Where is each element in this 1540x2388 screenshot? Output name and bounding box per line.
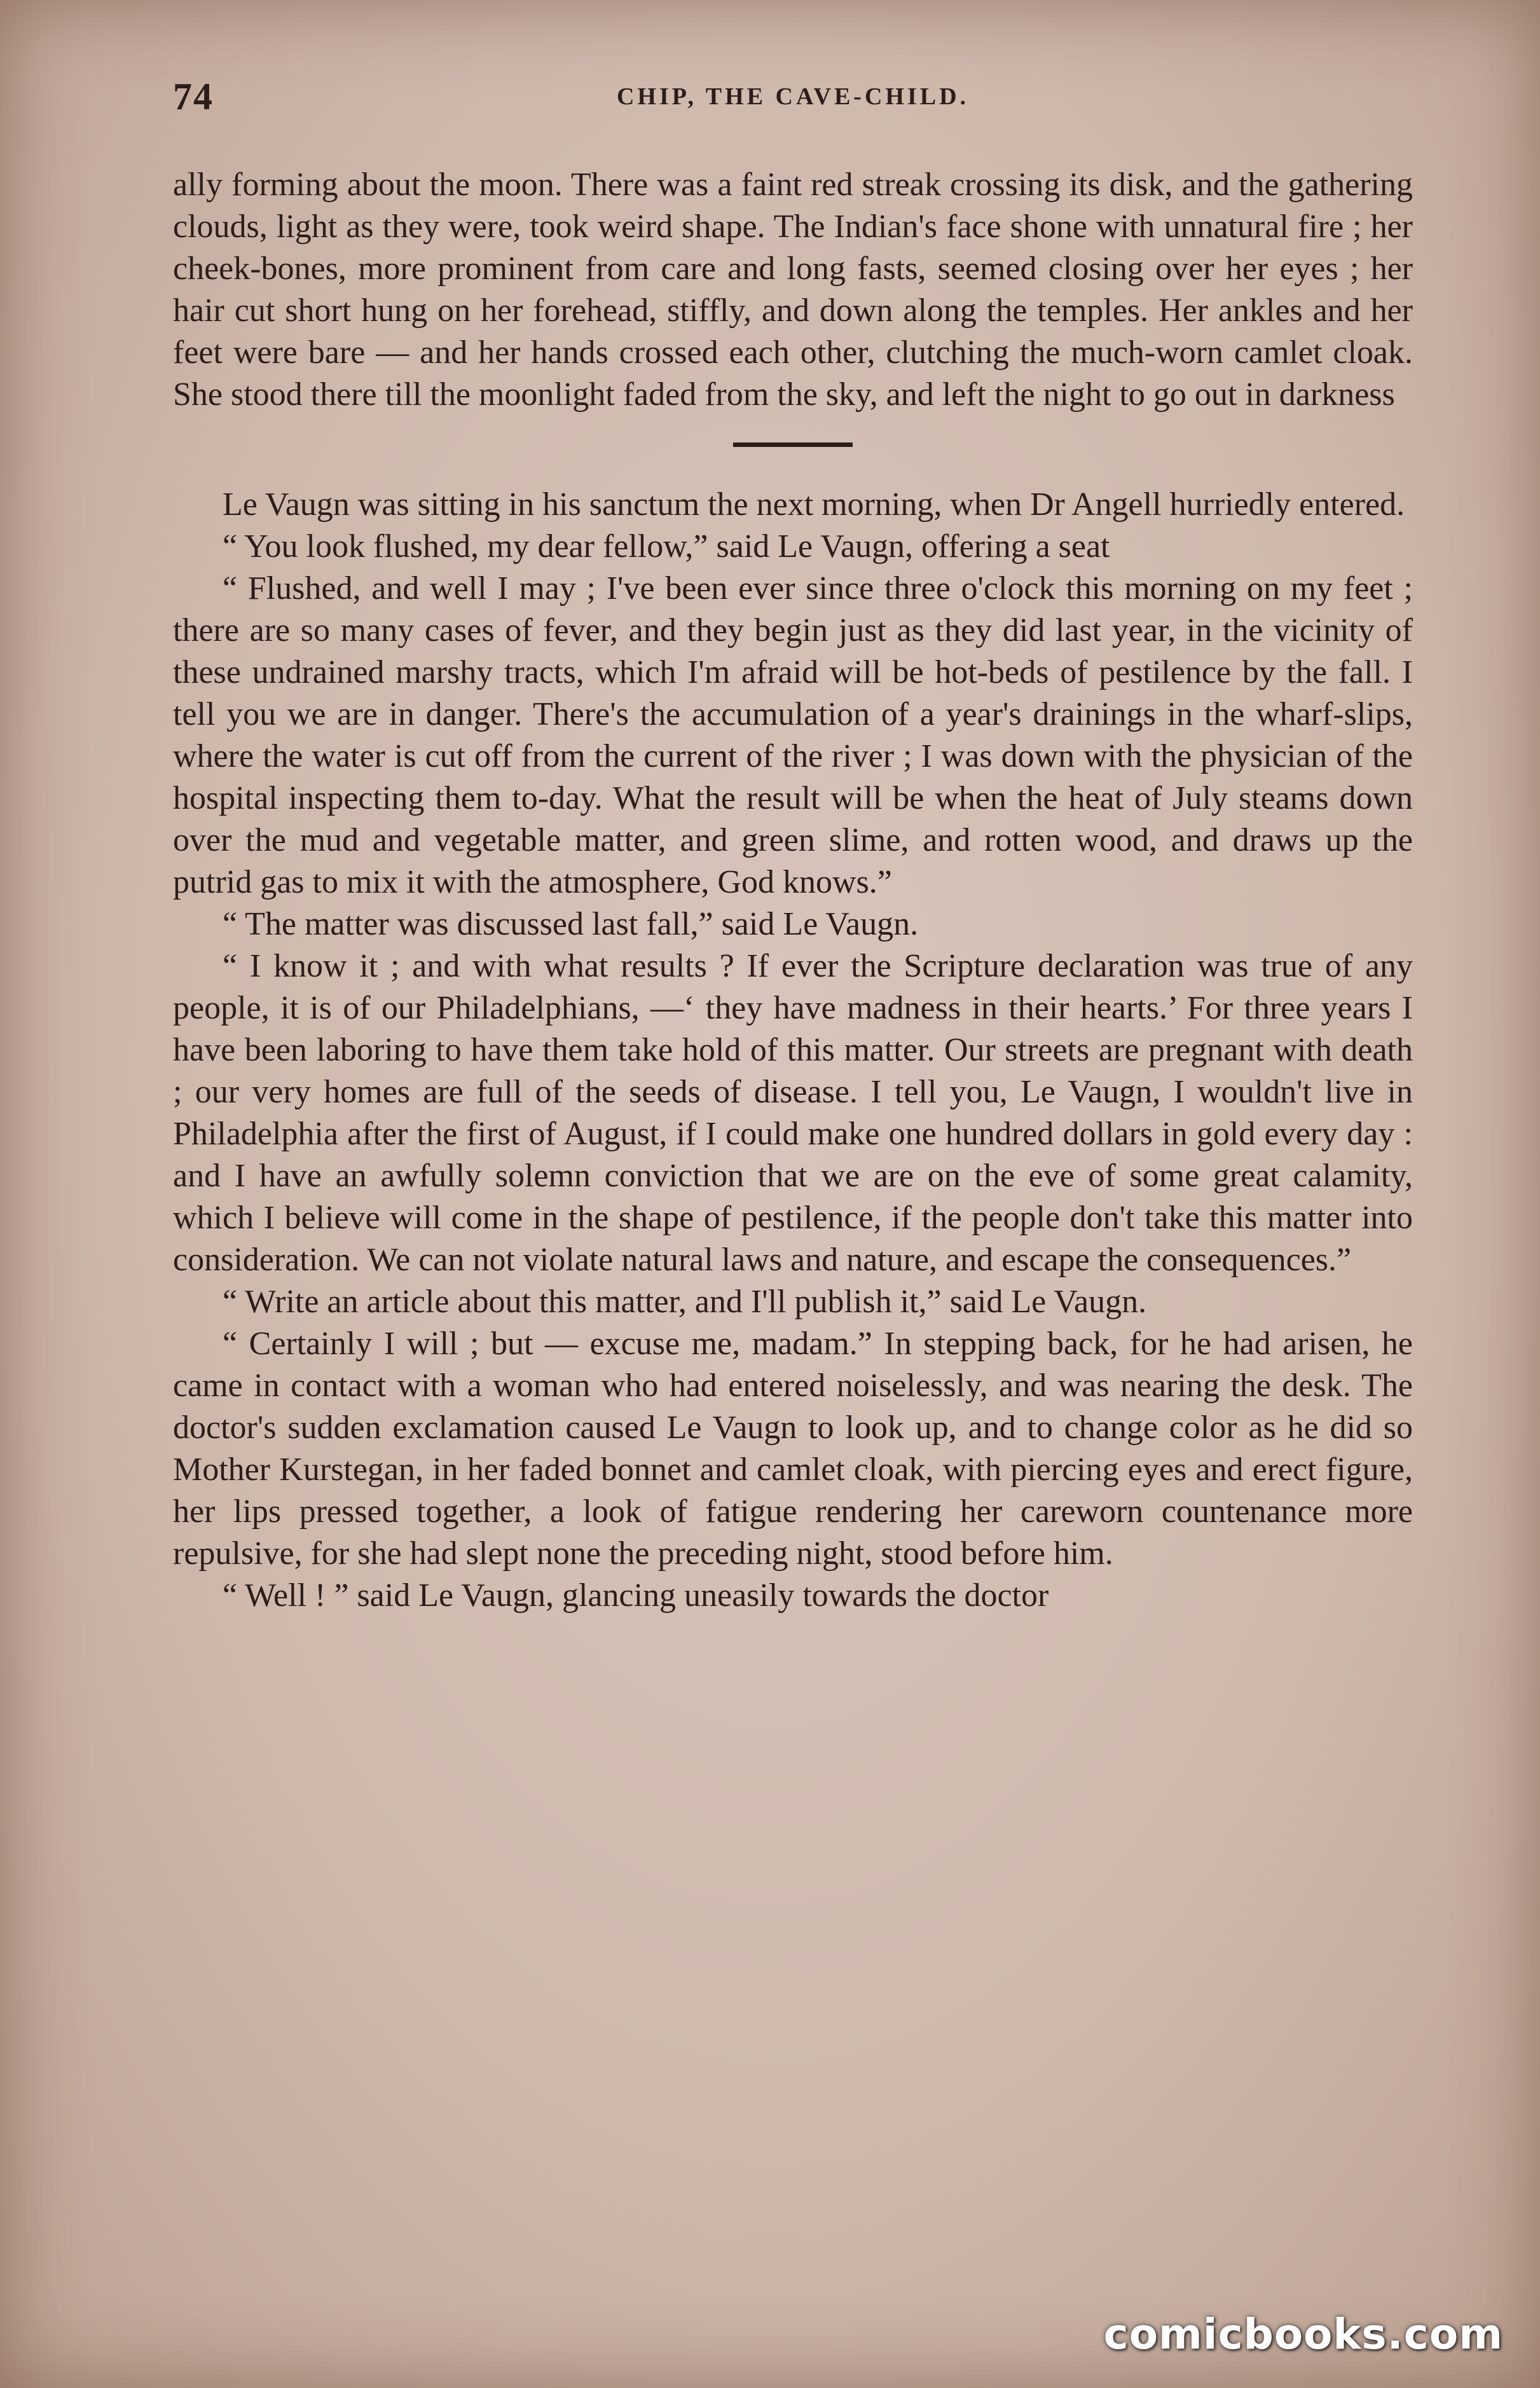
paragraph: “ You look flushed, my dear fellow,” said Le Vaugn, offering a seat [223,528,1110,565]
running-title: CHIP, THE CAVE-CHILD. [616,83,970,110]
body-text [173,164,1413,1617]
site-watermark: comicbooks.com [1103,2310,1503,2359]
section-divider [733,443,853,447]
paragraph: ally forming about the moon. There was a faint red streak crossing its disk, and the gathering clouds, light as they were, took weird shape. The Indian's face shone with unnatural fire ; her cheek-bones, more prominent from care and long fasts, seemed closing over her eyes ; her hair cut short hung on her forehead, stiffly, and down along the temples. Her ankles and her feet were bare — and her hands crossed each other, clutching the much-worn camlet cloak. She stood there till the moonlight faded from the sky, and left the night to go out in darkness [173,167,1413,413]
paragraph: Le Vaugn was sitting in his sanctum the next morning, when Dr Angell hurriedly entered. [223,486,1405,523]
paragraph: “ Write an article about this matter, and I'll publish it,” said Le Vaugn. [223,1284,1147,1320]
paragraph: “ The matter was discussed last fall,” said Le Vaugn. [223,906,919,942]
paragraph: “ Certainly I will ; but — excuse me, madam.” In stepping back, for he had arisen, he came in contact with a woman who had entered noiselessly, and was nearing the desk. The doctor's sudden exclamation caused Le Vaugn to look up, and to change color as he did so Mother Kurstegan, in her faded bonnet and camlet cloak, with piercing eyes and erect figure, her lips pressed together, a look of fatigue rendering her careworn countenance more repulsive, for she had slept none the preceding night, stood before him. [173,1326,1413,1572]
paragraph: “ I know it ; and with what results ? If ever the Scripture declaration was true of any people, it is of our Philadelphians, —‘ they have madness in their hearts.’ For three years I have been laboring to have them take hold of this matter. Our streets are pregnant with death ; our very homes are full of the seeds of disease. I tell you, Le Vaugn, I wouldn't live in Philadelphia after the first of August, if I could make one hundred dollars in gold every day : and I have an awfully solemn conviction that we are on the eve of some great calamity, which I believe will come in the shape of pestilence, if the people don't take this matter into consideration. We can not violate natural laws and nature, and escape the consequences.” [173,948,1413,1278]
paragraph: “ Flushed, and well I may ; I've been ever since three o'clock this morning on my feet ; there are so many cases of fever, and they begin just as they did last year, in the vicinity of these undrained marshy tracts, which I'm afraid will be hot-beds of pestilence by the fall. I tell you we are in danger. There's the accumulation of a year's drainings in the wharf-slips, where the water is cut off from the current of the river ; I was down with the physician of the hospital inspecting them to-day. What the result will be when the heat of July steams down over the mud and vegetable matter, and green slime, and rotten wood, and draws up the putrid gas to mix it with the atmosphere, God knows.” [173,570,1413,900]
running-head [173,75,1413,126]
paragraph: “ Well ! ” said Le Vaugn, glancing uneasily towards the doctor [223,1577,1049,1614]
page-number: 74 [173,76,214,118]
